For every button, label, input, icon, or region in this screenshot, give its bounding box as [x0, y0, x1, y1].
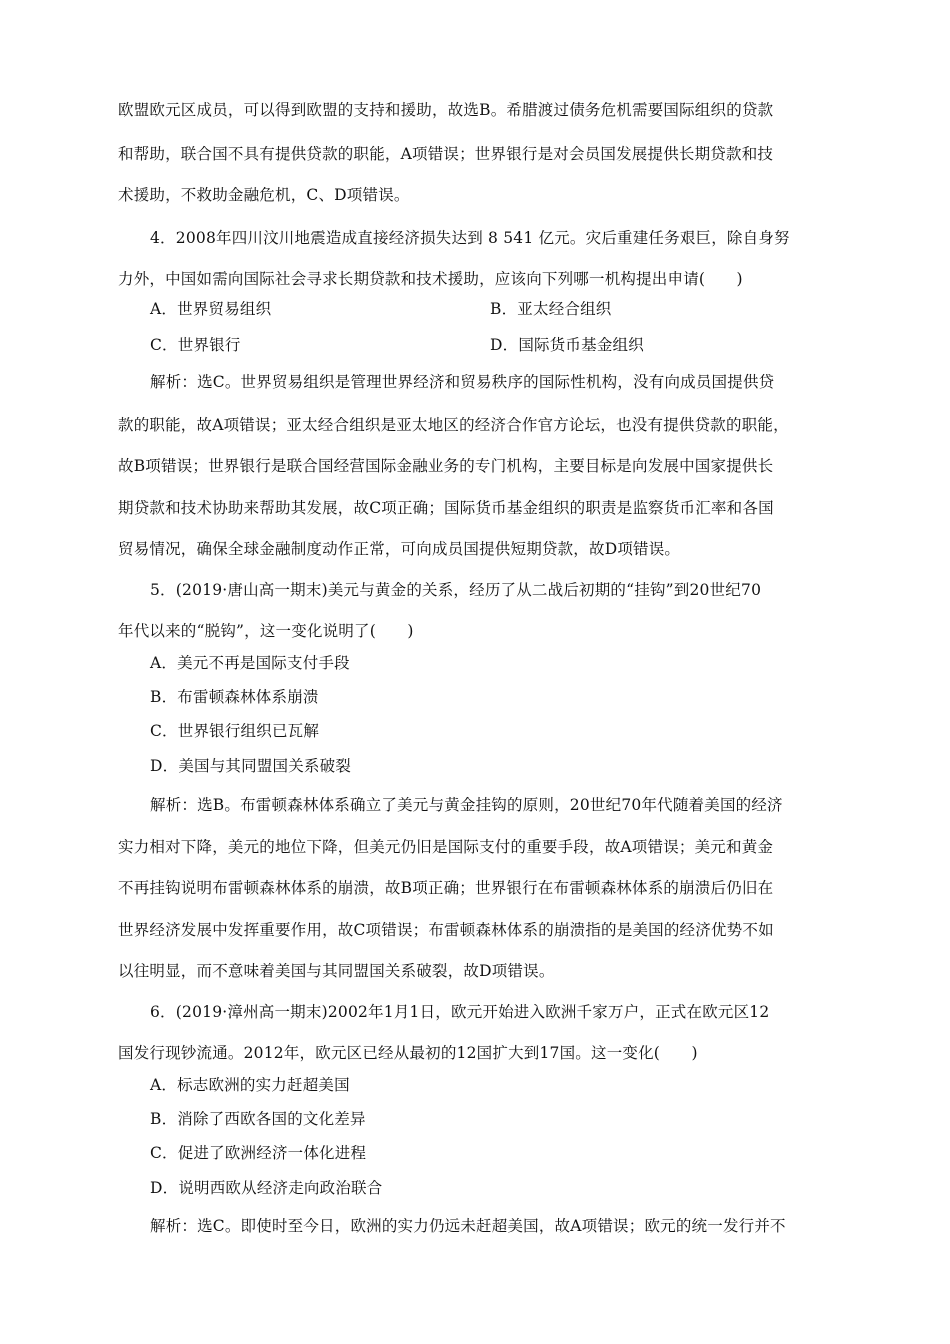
question-6-option-b: B．消除了西欧各国的文化差异	[150, 1110, 366, 1128]
question-5-stem: 年代以来的“脱钩”，这一变化说明了( )	[118, 622, 414, 640]
answer-5-text: 以往明显，而不意味着美国与其同盟国关系破裂，故D项错误。	[118, 962, 555, 980]
answer-5-text: 解析：选B。布雷顿森林体系确立了美元与黄金挂钩的原则，20世纪70年代随着美国的经济	[150, 796, 783, 814]
question-6-option-c: C．促进了欧洲经济一体化进程	[150, 1144, 367, 1162]
answer-6-text: 解析：选C。即使时至今日，欧洲的实力仍远未赶超美国，故A项错误；欧元的统一发行并不	[150, 1217, 786, 1235]
question-4-option-b: B．亚太经合组织	[490, 300, 612, 318]
answer-4-text: 期贷款和技术协助来帮助其发展，故C项正确；国际货币基金组织的职责是监察货币汇率和各国	[118, 499, 774, 517]
answer-5-text: 实力相对下降，美元的地位下降，但美元仍旧是国际支付的重要手段，故A项错误；美元和黄金	[118, 838, 774, 856]
answer-5-text: 不再挂钩说明布雷顿森林体系的崩溃，故B项正确；世界银行在布雷顿森林体系的崩溃后仍旧在	[118, 879, 774, 897]
answer-4-text: 故B项错误；世界银行是联合国经营国际金融业务的专门机构，主要目标是向发展中国家提供长	[118, 457, 774, 475]
question-5-option-d: D．美国与其同盟国关系破裂	[150, 757, 352, 775]
answer-4-text: 贸易情况，确保全球金融制度动作正常，可向成员国提供短期贷款，故D项错误。	[118, 540, 681, 558]
question-4-option-a: A．世界贸易组织	[150, 300, 272, 318]
text-line: 欧盟欧元区成员，可以得到欧盟的支持和援助，故选B。希腊渡过债务危机需要国际组织的贷款	[118, 101, 774, 119]
question-4-option-c: C．世界银行	[150, 336, 241, 354]
question-5-option-c: C．世界银行组织已瓦解	[150, 722, 320, 740]
question-6-option-d: D．说明西欧从经济走向政治联合	[150, 1179, 383, 1197]
question-6-stem: 国发行现钞流通。2012年，欧元区已经从最初的12国扩大到17国。这一变化( )	[118, 1044, 698, 1062]
text-line: 术援助，不救助金融危机，C、D项错误。	[118, 186, 410, 204]
answer-4-text: 款的职能，故A项错误；亚太经合组织是亚太地区的经济合作官方论坛，也没有提供贷款的职能，	[118, 416, 789, 434]
answer-5-text: 世界经济发展中发挥重要作用，故C项错误；布雷顿森林体系的崩溃指的是美国的经济优势不如	[118, 921, 774, 939]
question-4-stem: 力外，中国如需向国际社会寻求长期贷款和技术援助，应该向下列哪一机构提出申请( )	[118, 270, 743, 288]
question-5-stem: 5．(2019·唐山高一期末)美元与黄金的关系，经历了从二战后初期的“挂钩”到20世纪70	[150, 581, 762, 599]
text-line: 和帮助，联合国不具有提供贷款的职能，A项错误；世界银行是对会员国发展提供长期贷款和技	[118, 145, 774, 163]
question-4-stem: 4．2008年四川汶川地震造成直接经济损失达到 8 541 亿元。灾后重建任务艰巨，除自身努	[150, 229, 790, 247]
question-6-option-a: A．标志欧洲的实力赶超美国	[150, 1076, 350, 1094]
question-4-option-d: D．国际货币基金组织	[490, 336, 644, 354]
question-5-option-b: B．布雷顿森林体系崩溃	[150, 688, 319, 706]
question-6-stem: 6．(2019·漳州高一期末)2002年1月1日，欧元开始进入欧洲千家万户，正式在欧元区12	[150, 1003, 770, 1021]
answer-4-text: 解析：选C。世界贸易组织是管理世界经济和贸易秩序的国际性机构，没有向成员国提供贷	[150, 373, 775, 391]
question-5-option-a: A．美元不再是国际支付手段	[150, 654, 350, 672]
